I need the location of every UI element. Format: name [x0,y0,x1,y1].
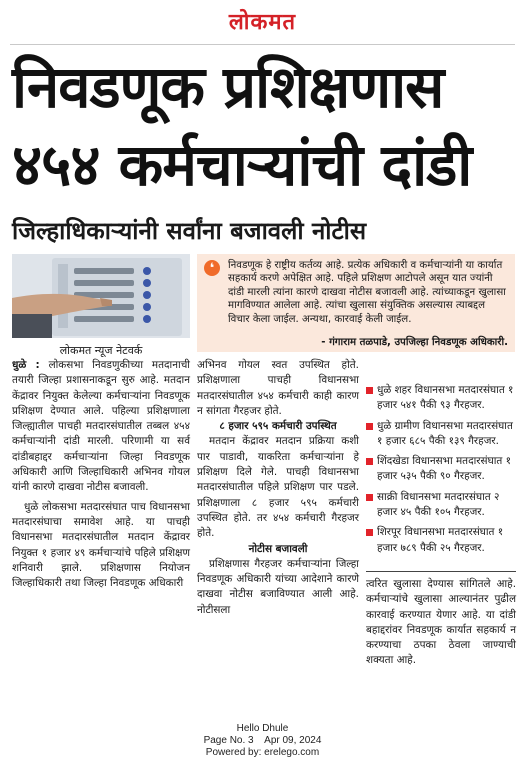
article-subheading-notice: नोटीस बजावली [248,542,308,555]
bullet-square-icon [366,423,373,430]
bullet-square-icon [366,387,373,394]
article-paragraph-4: मतदान केंद्रावर मतदान प्रक्रिया कशी पार पाडावी, याकरिता कर्मचाऱ्यांना हे प्रशिक्षण दिले गेले. पाचही विधानसभा मतदारसंघातील पहिले प्रशिक्षण पार पडले. प्रशिक्षणाला ८ हजार ५९५ कर्मचारी उपस्थित होते. तर ४५४ कर्मचारी गैरहजर होते. [197,435,359,540]
voting-machine-photo [12,254,190,338]
photo-credit: लोकमत न्यूज नेटवर्क [59,344,143,357]
absentee-list [366,383,516,561]
masthead-logo: लोकमत [228,10,297,35]
bullet-square-icon [366,494,373,501]
article-paragraph-1: लोकसभा निवडणुकीच्या मतदानाची तयारी जिल्हा प्रशासनाकडून सुरु आहे. मतदान केंद्रावर नियुक्त केलेल्या कर्मचाऱ्यांना निवडणूक प्रशिक्षण देण्यात आले. पहिल्या प्रशिक्षणाला जिल्ह्यातील पाचही मतदारसंघातील तब्बल ४५४ कर्मचाऱ्यांनी दांडी मारली. परिणामी या सर्व दांडीबहाद्दर कर्मचाऱ्यांना जिल्हा निवडणूक अधिकारी आणि जिल्हाधिकारी अभिनव गोयल यांनी कारणे दाखवा नोटीस बजावली. [12,359,190,494]
article-paragraph-5: प्रशिक्षणास गैरहजर कर्मचाऱ्यांना जिल्हा निवडणूक अधिकारी यांच्या आदेशाने कारणे दाखवा नोटीस बजाविण्यात आली आहे. नोटीसला [197,557,359,616]
news-photo [12,254,190,338]
bullet-square-icon [366,529,373,536]
subheadline: जिल्हाधिकाऱ्यांनी सर्वांना बजावली नोटीस [12,217,367,245]
masthead-divider [10,44,515,45]
quote-mark-icon: ❛ [204,260,220,276]
list-item: साक्री विधानसभा मतदारसंघात २ हजार ४५ पैकी १०५ गैरहजर. [366,490,516,521]
article-paragraph-2: धुळे लोकसभा मतदारसंघात पाच विधानसभा मतदारसंघाचा समावेश आहे. या पाचही विधानसभा मतदारसंघातील मतदान केंद्रावर नियुक्त १ हजार ४९ कर्मचाऱ्यांचे पहिले प्रशिक्षण शनिवारी झाले. प्रशिक्षणास नियोजन जिल्हाधिकारी तथा जिल्हा निवडणूक अधिकारी [12,500,190,590]
footer-powered-by[interactable]: Powered by: erelego.com [205,747,320,758]
dateline: धुळे : [12,359,40,371]
footer-edition: Hello Dhule [236,723,289,734]
headline-line-1: निवडणूक प्रशिक्षणास [12,53,444,121]
column-divider [366,571,516,572]
footer-page-date: Page No. 3 Apr 09, 2024 [203,735,322,746]
list-item: धुळे शहर विधानसभा मतदारसंघात १ हजार ५४१ पैकी ९३ गैरहजर. [366,383,516,414]
bullet-square-icon [366,458,373,465]
article-paragraph-6: त्वरित खुलासा देण्यास सांगितले आहे. कर्मचाऱ्यांचे खुलासा आल्यानंतर पुढील कारवाई करण्यात येणार आहे. या दांडी बहाद्दरांवर निवडणूक कार्यात सहकार्य न करण्याचा ठपका ठेवला जाण्याची शक्यता आहे. [366,578,516,667]
list-item: शिंदखेडा विधानसभा मतदारसंघात १ हजार ५३५ पैकी ९० गैरहजर. [366,454,516,485]
article-subheading-present: ८ हजार ५९५ कर्मचारी उपस्थित [219,420,337,433]
list-item: शिरपूर विधानसभा मतदारसंघात १ हजार ७८९ पैकी २५ गैरहजर. [366,525,516,556]
article-column-1 [12,358,190,591]
headline-line-2: ४५४ कर्मचाऱ्यांची दांडी [12,131,472,199]
article-column-2 [197,358,359,618]
quote-attribution: - गंगाराम तळपाडे, उपजिल्हा निवडणूक अधिकारी. [321,337,508,348]
quote-text: निवडणूक हे राष्ट्रीय कर्तव्य आहे. प्रत्येक अधिकारी व कर्मचाऱ्यांनी या कार्यात सहकार्य करणे अपेक्षित आहे. पहिले प्रशिक्षण आटोपले असून यात ज्यांनी दांडी मारली त्यांना कारणे दाखवा नोटीस बजावली आहे. त्यांच्याकडून खुलासा मागविण्यात आलेला आहे. त्यांचा खुलासा संयुक्तिक असल्यास त्याबद्दल विचार केला जाईल. अन्यथा, कारवाई केली जाईल. [228,260,506,325]
list-item: धुळे ग्रामीण विधानसभा मतदारसंघात १ हजार ६८५ पैकी १३९ गैरहजर. [366,419,516,450]
article-paragraph-3: अभिनव गोयल स्वत उपस्थित होते. प्रशिक्षणाला पाचही विधानसभा मतदारसंघातील ४५४ कर्मचारी काही कारण न सांगता गैरहजर होते. [197,359,359,417]
